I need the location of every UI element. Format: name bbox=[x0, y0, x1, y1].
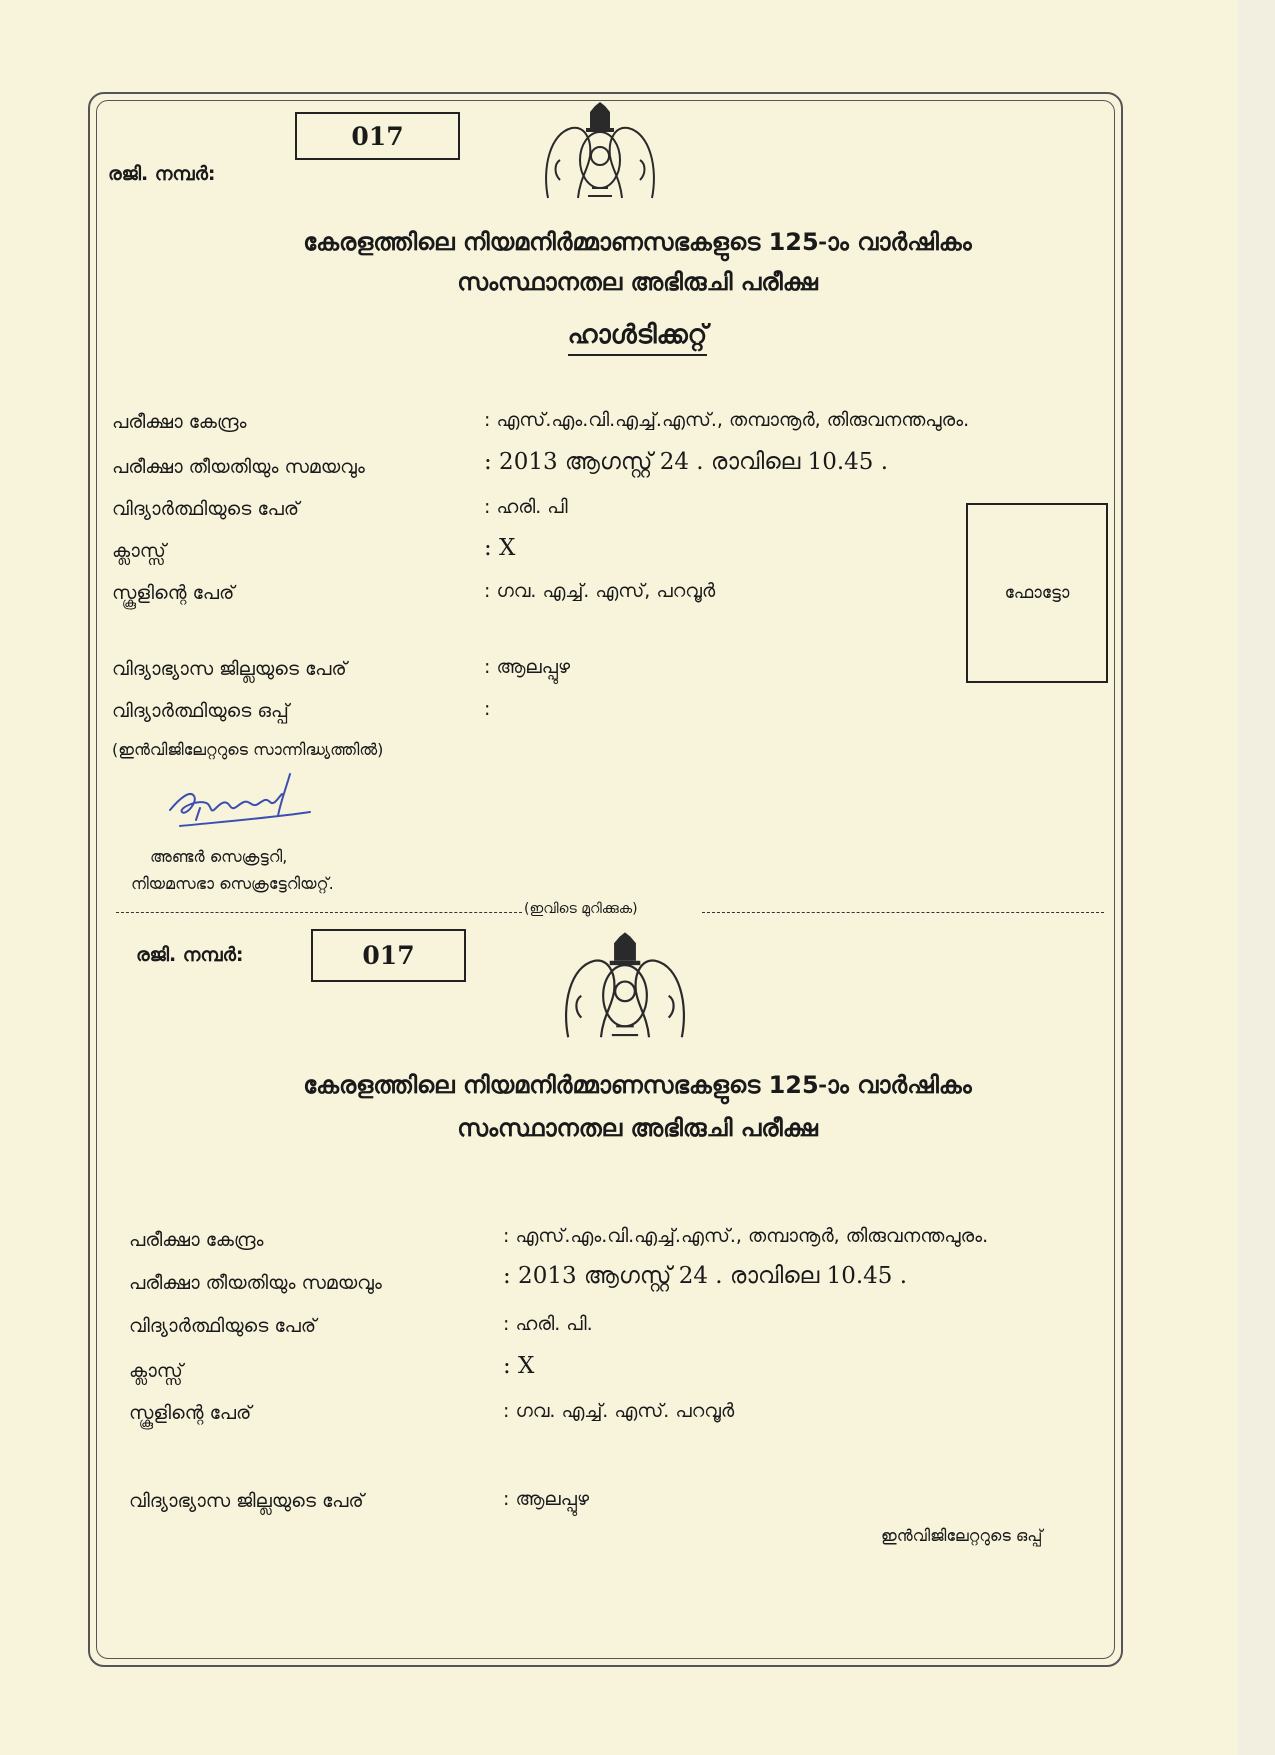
registration-label: രജി. നമ്പർ: bbox=[108, 163, 216, 185]
counterfoil-registration-label: രജി. നമ്പർ: bbox=[136, 944, 244, 966]
registration-number: 017 bbox=[351, 121, 404, 151]
counterfoil-district-label: വിദ്യാഭ്യാസ ജില്ലയുടെ പേര് bbox=[129, 1490, 364, 1512]
student-signature-value: : bbox=[484, 698, 491, 720]
exam-center-label: പരീക്ഷാ കേന്ദ്രം bbox=[112, 411, 247, 433]
school-name-value: : ഗവ. എച്ച്. എസ്, പറവൂർ bbox=[484, 580, 716, 602]
registration-number-box bbox=[295, 112, 460, 160]
hall-ticket-heading bbox=[0, 320, 1275, 351]
exam-datetime-label: പരീക്ഷാ തീയതിയും സമയവും bbox=[112, 456, 365, 478]
counterfoil-district-value: : ആലപ്പുഴ bbox=[503, 1488, 590, 1510]
student-signature-label: വിദ്യാർത്ഥിയുടെ ഒപ്പ് bbox=[112, 700, 289, 722]
hall-ticket-text: ഹാൾടിക്കറ്റ് bbox=[568, 320, 708, 356]
counterfoil-exam-center-value: : എസ്.എം.വി.എച്ച്.എസ്., തമ്പാനൂർ, തിരുവനന്തപുരം. bbox=[503, 1225, 989, 1247]
counterfoil-student-name-value: : ഹരി. പി. bbox=[503, 1313, 593, 1335]
counterfoil-school-name-value: : ഗവ. എച്ച്. എസ്. പറവൂർ bbox=[503, 1400, 735, 1422]
counterfoil-registration-number-box bbox=[311, 929, 466, 982]
counterfoil-exam-center-label: പരീക്ഷാ കേന്ദ്രം bbox=[129, 1229, 264, 1251]
photo-label: ഫോട്ടോ bbox=[1004, 583, 1070, 603]
signatory-office: നിയമസഭാ സെക്രട്ടേറിയറ്റ്. bbox=[131, 874, 334, 893]
student-name-label: വിദ്യാർത്ഥിയുടെ പേര് bbox=[112, 498, 300, 520]
counterfoil-exam-datetime-value: : 2013 ആഗസ്റ്റ് 24 . രാവിലെ 10.45 . bbox=[503, 1263, 908, 1289]
counterfoil-kerala-emblem-icon bbox=[555, 928, 695, 1046]
cut-line-left bbox=[116, 912, 522, 913]
school-name-label: സ്കൂളിന്റെ പേര് bbox=[112, 582, 235, 604]
counterfoil-class-label: ക്ലാസ്സ് bbox=[129, 1360, 183, 1382]
page-edge bbox=[1238, 0, 1275, 1755]
photo-box bbox=[966, 503, 1108, 683]
counterfoil-title-line-1: കേരളത്തിലെ നിയമനിർമ്മാണസഭകളുടെ 125-ാം വാർഷികം bbox=[303, 1071, 972, 1099]
student-name-value: : ഹരി. പി bbox=[484, 496, 568, 518]
invigilator-presence-note: (ഇൻവിജിലേറ്ററുടെ സാന്നിദ്ധ്യത്തിൽ) bbox=[112, 740, 384, 759]
kerala-emblem-icon bbox=[540, 98, 660, 206]
exam-datetime-value: : 2013 ആഗസ്റ്റ് 24 . രാവിലെ 10.45 . bbox=[484, 449, 889, 475]
district-label: വിദ്യാഭ്യാസ ജില്ലയുടെ പേര് bbox=[112, 658, 347, 680]
cut-line-right bbox=[702, 912, 1104, 913]
counterfoil-registration-number: 017 bbox=[362, 941, 415, 970]
invigilator-signature-label: ഇൻവിജിലേറ്ററുടെ ഒപ്പ് bbox=[881, 1526, 1043, 1545]
district-value: : ആലപ്പുഴ bbox=[484, 656, 571, 678]
exam-center-value: : എസ്.എം.വി.എച്ച്.എസ്., തമ്പാനൂർ, തിരുവനന്തപുരം. bbox=[484, 409, 970, 431]
counterfoil-exam-datetime-label: പരീക്ഷാ തീയതിയും സമയവും bbox=[129, 1272, 382, 1294]
signatory-designation: അണ്ടർ സെക്രട്ടറി, bbox=[150, 847, 288, 866]
title-line-1: കേരളത്തിലെ നിയമനിർമ്മാണസഭകളുടെ 125-ാം വാർഷികം bbox=[303, 228, 972, 256]
title-line-2: സംസ്ഥാനതല അഭിരുചി പരീക്ഷ bbox=[457, 268, 818, 296]
class-label: ക്ലാസ്സ് bbox=[112, 540, 166, 562]
counterfoil-school-name-label: സ്കൂളിന്റെ പേര് bbox=[129, 1402, 252, 1424]
cut-here-label: (ഇവിടെ മുറിക്കുക) bbox=[524, 901, 638, 917]
counterfoil-title-line-2: സംസ്ഥാനതല അഭിരുചി പരീക്ഷ bbox=[457, 1114, 818, 1142]
counterfoil-student-name-label: വിദ്യാർത്ഥിയുടെ പേര് bbox=[129, 1315, 317, 1337]
signature-icon bbox=[160, 768, 330, 838]
counterfoil-class-value: : X bbox=[503, 1353, 535, 1379]
class-value: : X bbox=[484, 535, 516, 561]
